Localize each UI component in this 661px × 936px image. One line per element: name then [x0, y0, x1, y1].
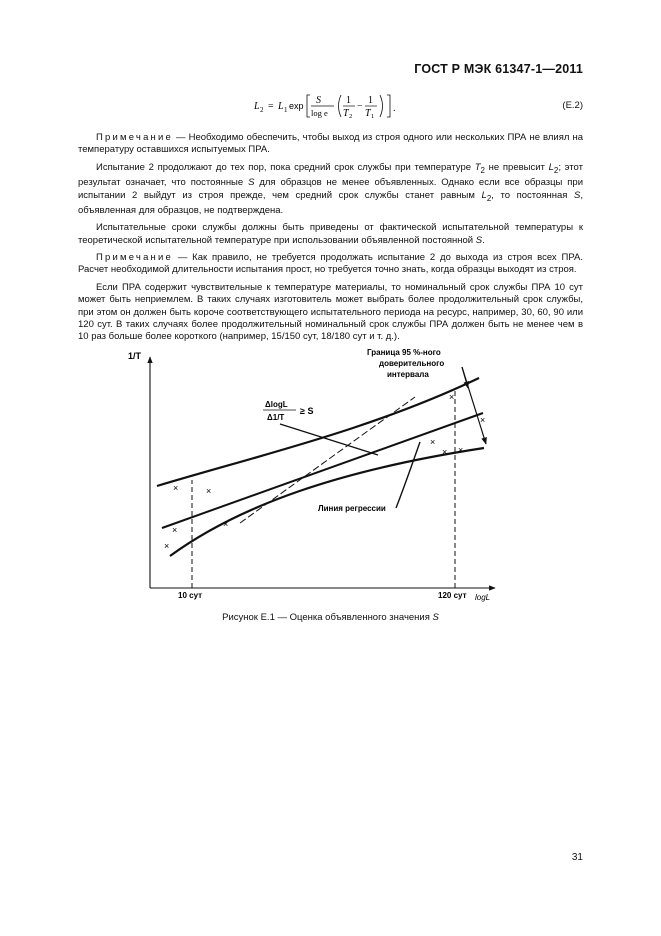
x-axis-label: logL — [475, 593, 491, 602]
data-point: × — [430, 437, 436, 447]
formula-numerator: S — [316, 95, 321, 106]
note-2-label: Примечание — [96, 252, 173, 264]
confidence-label-1: Граница 95 %-ного — [367, 348, 441, 357]
paragraph-temperature-sensitive: Если ПРА содержит чувствительные к температуре материалы, то номинальный срок службы ПРА 10 сут может быть неприемлем. В таких случаях изготовитель может выбрать более продолжительный срок службы, при этом он должен быть короче соответствующего испытательного периода на ресурс, например, 30, 60, 90 или 120 сут. В таких случаях более продолжительный номинальный срок службы ПРА должен быть не менее чем в 10 раз больше более короткого (например, 15/150 сут, 18/180 сут и т. д.). — [78, 281, 583, 343]
formula-paren-left — [339, 95, 342, 117]
p1-c: ; этот результат означает, что постоянные — [78, 161, 583, 189]
data-point: × — [449, 392, 455, 402]
data-point: × — [172, 525, 178, 535]
p2-b: . — [482, 234, 485, 246]
note-1-label: Примечание — [96, 132, 173, 143]
p1-L: L — [548, 161, 554, 173]
data-point: × — [164, 541, 170, 551]
paragraph-test-lifetimes — [78, 222, 583, 247]
data-point: × — [442, 447, 448, 457]
data-point: × — [480, 415, 486, 425]
note-2-text: — Как правило, не требуется продолжать испытание 2 до выхода из строя всех ПРА. Расчет необходимой длительности испытания прост, но требуется точно знать, когда образцы выходят из строя. — [78, 252, 583, 276]
formula-bracket-right — [387, 95, 390, 117]
formula-lhs: L — [254, 101, 260, 112]
document-title: ГОСТ Р МЭК 61347-1—2011 — [414, 62, 583, 76]
tick-120-days: 120 сут — [438, 591, 467, 600]
formula-denominator: log e — [311, 108, 328, 118]
p1-a: Испытание 2 продолжают до тех пор, пока средний срок службы при температуре — [96, 161, 475, 173]
lower-confidence-bound — [170, 448, 484, 556]
formula-paren-right — [380, 95, 383, 117]
formula-exp: exp — [289, 101, 304, 111]
data-point: × — [206, 486, 212, 496]
body-text — [78, 132, 583, 349]
regression-label: Линия регрессии — [318, 504, 386, 513]
p1-T: T — [474, 161, 481, 173]
formula-t1-sub: 1 — [371, 113, 375, 120]
p1-b: не превысит — [484, 161, 549, 173]
p1-d: для образцов не менее объявленных. Однако если все образцы при испытании 2 выйдут из строя прежде, чем средний срок службы станет равным — [78, 177, 584, 201]
slope-leader — [280, 424, 378, 455]
figure-e1 — [120, 345, 510, 607]
note-1-text: — Необходимо обеспечить, чтобы выход из строя одного или нескольких ПРА не влиял на температуру оставшихся испытуемых ПРА. — [78, 132, 583, 156]
formula-equals: = — [268, 101, 274, 112]
p1-T-sub: 2 — [480, 165, 485, 175]
formula-lhs-sub: 2 — [260, 106, 264, 114]
p1-L2-sub: 2 — [486, 193, 492, 203]
p1-L-sub: 2 — [553, 165, 559, 175]
formula-coef-sub: 1 — [284, 106, 288, 114]
page-number: 31 — [571, 852, 583, 863]
formula-graphic — [254, 92, 494, 120]
p1-f: , объявленная для образцов, не подтверждена. — [78, 189, 584, 216]
slope-denominator: Δ1/T — [267, 413, 285, 422]
formula-coef: L — [278, 101, 284, 112]
confidence-label-3: интервала — [387, 370, 429, 379]
p1-e: , то постоянная — [491, 189, 575, 201]
p1-L2: L — [481, 189, 487, 201]
formula-one-b: 1 — [368, 95, 373, 106]
slope-numerator: ΔlogL — [265, 400, 288, 409]
caption-variable: S — [432, 612, 439, 623]
p1-S2: S — [574, 189, 581, 201]
note-1 — [78, 132, 583, 157]
tick-10-days: 10 сут — [178, 591, 203, 600]
formula-t1: T — [365, 108, 371, 119]
slope-relation: ≥ S — [300, 406, 314, 416]
caption-prefix: Рисунок Е.1 — Оценка объявленного значения — [222, 612, 433, 623]
formula-bracket-left — [307, 95, 310, 117]
paragraph-test-2 — [78, 162, 583, 217]
data-point: × — [458, 445, 464, 455]
confidence-label-2: доверительного — [379, 359, 445, 368]
formula-one-a: 1 — [346, 95, 351, 106]
formula-end: . — [393, 103, 396, 114]
formula-t2: T — [343, 108, 349, 119]
p2-S: S — [475, 234, 483, 246]
data-point: × — [223, 519, 229, 529]
p2-a: Испытательные сроки службы должны быть приведены от фактической испытательной температуры к теоретической испытательной температуре при использовании объявленной постоянной — [78, 222, 583, 246]
y-axis-label: 1/T — [128, 351, 142, 361]
formula-e2 — [78, 92, 583, 120]
figure-caption — [0, 612, 661, 623]
confidence-arrow-lower — [462, 367, 486, 444]
regression-leader — [396, 442, 420, 508]
formula-number: (Е.2) — [562, 100, 583, 111]
note-2 — [78, 252, 583, 277]
formula-t2-sub: 2 — [349, 113, 353, 120]
p1-S1: S — [248, 177, 255, 189]
data-point: × — [173, 483, 179, 493]
formula-minus: − — [357, 101, 363, 112]
